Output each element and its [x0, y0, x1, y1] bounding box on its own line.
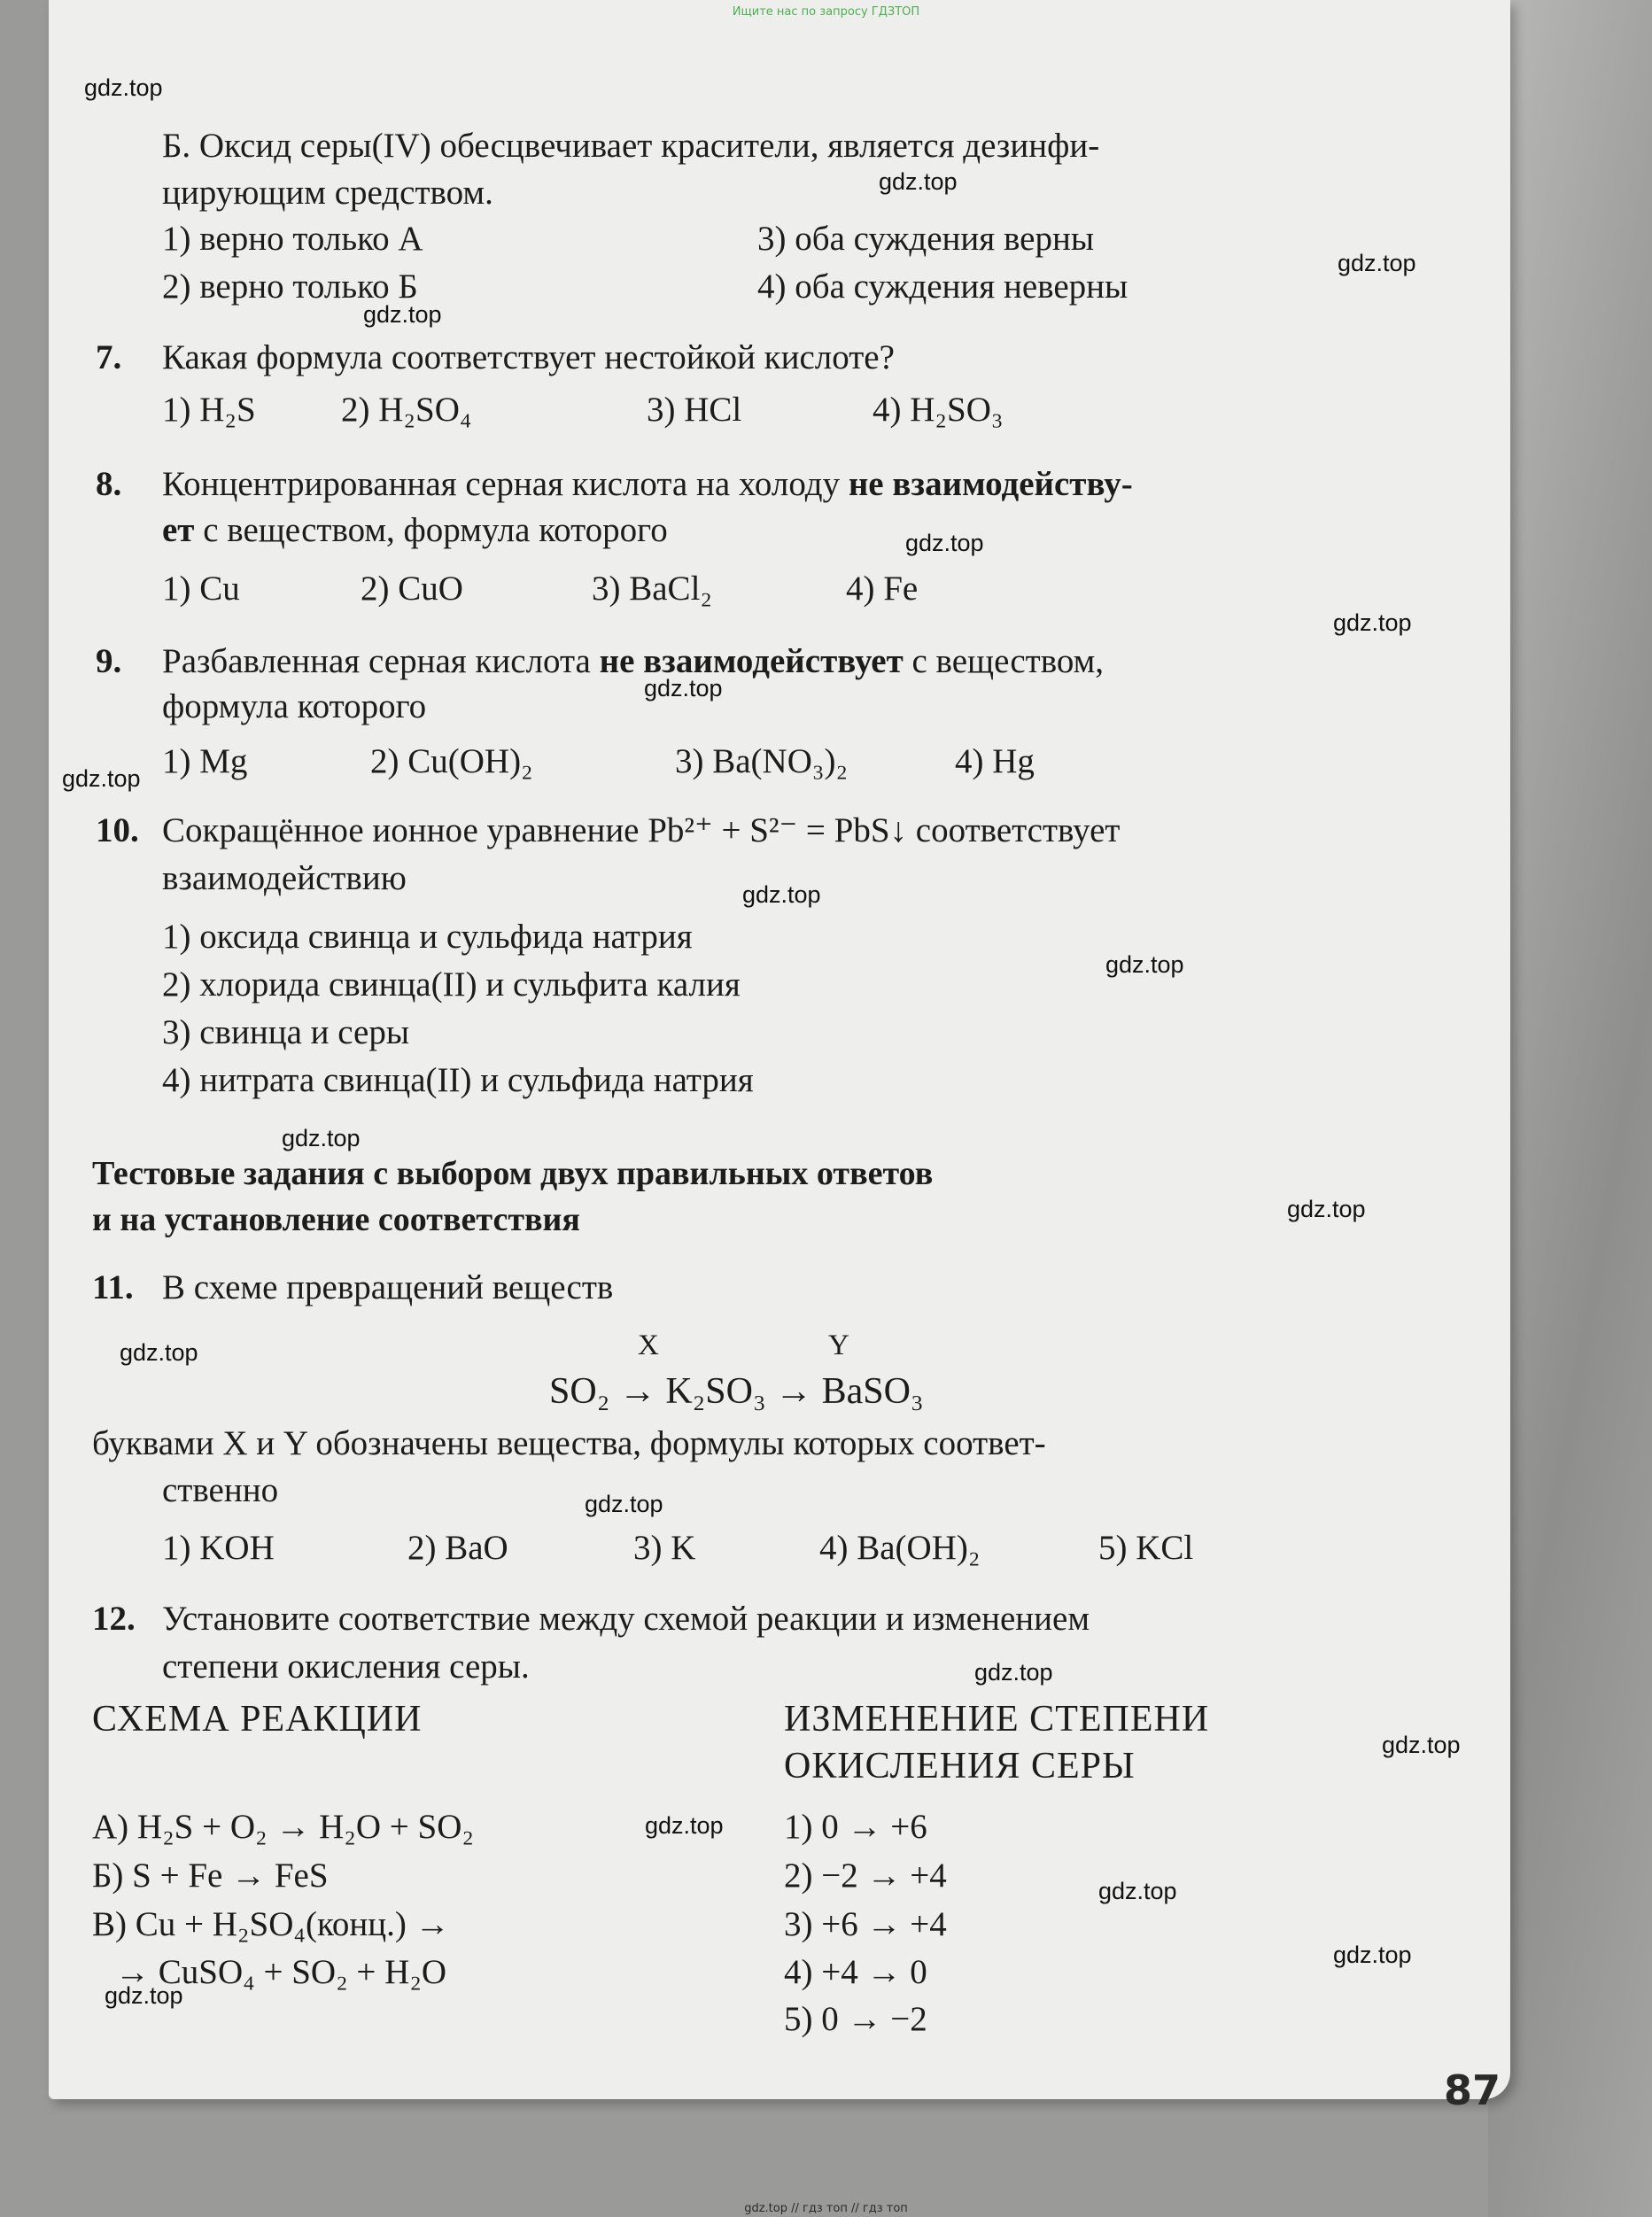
- watermark: gdz.top: [105, 1982, 183, 2009]
- q8-option-4: 4) Fe: [846, 570, 919, 608]
- q12-reaction-a: А) H₂S + O₂ → H₂O + SO₂: [92, 1808, 474, 1846]
- watermark: gdz.top: [84, 74, 163, 101]
- watermark: gdz.top: [1098, 1878, 1177, 1904]
- q9-text-line2: формула которого: [162, 687, 427, 725]
- q7-option-4: 4) H₂SO₃: [873, 391, 1004, 429]
- q10-option-1: 1) оксида свинца и сульфида натрия: [162, 918, 693, 956]
- q9-number: 9.: [96, 642, 122, 680]
- watermark: gdz.top: [1382, 1732, 1461, 1758]
- q12-text-line2: степени окисления серы.: [162, 1647, 530, 1686]
- q9-text: Разбавленная серная кислота не взаимодействует с веществом,: [162, 642, 1105, 680]
- q10-option-4: 4) нитрата свинца(II) и сульфида натрия: [162, 1061, 754, 1099]
- q7-text: Какая формула соответствует нестойкой кислоте?: [162, 338, 895, 376]
- q7-option-3: 3) HCl: [647, 391, 742, 429]
- watermark: gdz.top: [1287, 1196, 1366, 1222]
- q12-reaction-v-cont: → CuSO₄ + SO₂ + H₂O: [115, 1953, 447, 1991]
- q9-option-2: 2) Cu(OH)₂: [370, 742, 533, 780]
- q10-number: 10.: [96, 811, 139, 849]
- q12-change-4: 4) +4 → 0: [784, 1953, 927, 1991]
- q11-label-x: X: [638, 1329, 659, 1361]
- q8-number: 8.: [96, 465, 122, 503]
- q11-option-2: 2) BaO: [407, 1529, 508, 1567]
- watermark: gdz.top: [120, 1339, 198, 1366]
- watermark: gdz.top: [1105, 951, 1184, 978]
- q12-column-right-header-2: ОКИСЛЕНИЯ СЕРЫ: [784, 1746, 1136, 1787]
- q10-option-2: 2) хлорида свинца(II) и сульфита калия: [162, 965, 741, 1004]
- top-link[interactable]: Ищите нас по запросу ГДЗТОП: [732, 5, 920, 19]
- watermark: gdz.top: [645, 1812, 724, 1839]
- q9-option-3: 3) Ba(NO₃)₂: [675, 742, 849, 780]
- watermark: gdz.top: [905, 530, 984, 556]
- q7-option-1: 1) H₂S: [162, 391, 256, 429]
- page-number: 87: [1444, 2066, 1501, 2114]
- q11-scheme: SO₂ → K₂SO₃ → BaSO₃: [549, 1371, 924, 1412]
- q11-after-line1: буквами X и Y обозначены вещества, формулы которых соответ-: [92, 1424, 1046, 1462]
- q11-text: В схеме превращений веществ: [162, 1268, 614, 1306]
- q6-option-1: 1) верно только А: [162, 220, 423, 258]
- q8-option-1: 1) Cu: [162, 570, 240, 608]
- q12-column-left-header: СХЕМА РЕАКЦИИ: [92, 1699, 423, 1740]
- watermark: gdz.top: [742, 881, 821, 908]
- q12-change-3: 3) +6 → +4: [784, 1905, 947, 1943]
- watermark: gdz.top: [644, 675, 723, 702]
- q11-label-y: Y: [828, 1329, 849, 1361]
- q8-text: Концентрированная серная кислота на холоду не взаимодейству-: [162, 465, 1133, 503]
- q8-option-3: 3) BaCl₂: [592, 570, 713, 608]
- q7-option-2: 2) H₂SO₄: [341, 391, 472, 429]
- q6-option-3: 3) оба суждения верны: [757, 220, 1095, 258]
- watermark: gdz.top: [363, 301, 442, 328]
- watermark: gdz.top: [585, 1491, 663, 1517]
- q12-text-line1: Установите соответствие между схемой реакции и изменением: [162, 1600, 1090, 1638]
- watermark: gdz.top: [974, 1659, 1053, 1686]
- watermark: gdz.top: [879, 168, 958, 195]
- q12-change-2: 2) −2 → +4: [784, 1857, 947, 1895]
- q6-option-2: 2) верно только Б: [162, 267, 418, 306]
- q6-option-4: 4) оба суждения неверны: [757, 267, 1128, 306]
- q12-change-5: 5) 0 → −2: [784, 2000, 927, 2038]
- q11-option-1: 1) KOH: [162, 1529, 275, 1567]
- watermark: gdz.top: [62, 765, 141, 792]
- q6-statement-b-line2: цирующим средством.: [162, 174, 493, 212]
- q10-text-line2: взаимодействию: [162, 859, 407, 897]
- background-edge: [1488, 0, 1652, 2217]
- q11-number: 11.: [92, 1268, 134, 1306]
- watermark: gdz.top: [1333, 609, 1412, 636]
- watermark: gdz.top: [282, 1125, 361, 1151]
- q12-reaction-b: Б) S + Fe → FeS: [92, 1857, 329, 1895]
- q11-option-3: 3) K: [633, 1529, 696, 1567]
- section-heading-line2: и на установление соответствия: [92, 1201, 580, 1238]
- watermark: gdz.top: [1333, 1942, 1412, 1968]
- q9-option-4: 4) Hg: [955, 742, 1035, 780]
- q6-statement-b-line1: Б. Оксид серы(IV) обесцвечивает красители, является дезинфи-: [162, 127, 1100, 165]
- watermark: gdz.top: [1338, 250, 1416, 276]
- q12-column-right-header-1: ИЗМЕНЕНИЕ СТЕПЕНИ: [784, 1699, 1210, 1740]
- q12-number: 12.: [92, 1600, 136, 1638]
- q12-change-1: 1) 0 → +6: [784, 1808, 927, 1846]
- q7-number: 7.: [96, 338, 122, 376]
- q10-text: Сокращённое ионное уравнение Pb²⁺ + S²⁻ = PbS↓ соответствует: [162, 811, 1121, 849]
- section-heading-line1: Тестовые задания с выбором двух правильных ответов: [92, 1155, 934, 1192]
- q12-reaction-v: В) Cu + H₂SO₄(конц.) →: [92, 1905, 450, 1943]
- q11-option-4: 4) Ba(OH)₂: [819, 1529, 981, 1567]
- q8-text-line2: ет с веществом, формула которого: [162, 511, 668, 549]
- q11-after-line2: ственно: [162, 1471, 279, 1509]
- q9-option-1: 1) Mg: [162, 742, 248, 780]
- q8-option-2: 2) CuO: [361, 570, 463, 608]
- q10-option-3: 3) свинца и серы: [162, 1013, 410, 1051]
- q11-option-5: 5) KCl: [1098, 1529, 1194, 1567]
- bottom-link[interactable]: gdz.top // гдз топ // гдз топ: [744, 2202, 908, 2215]
